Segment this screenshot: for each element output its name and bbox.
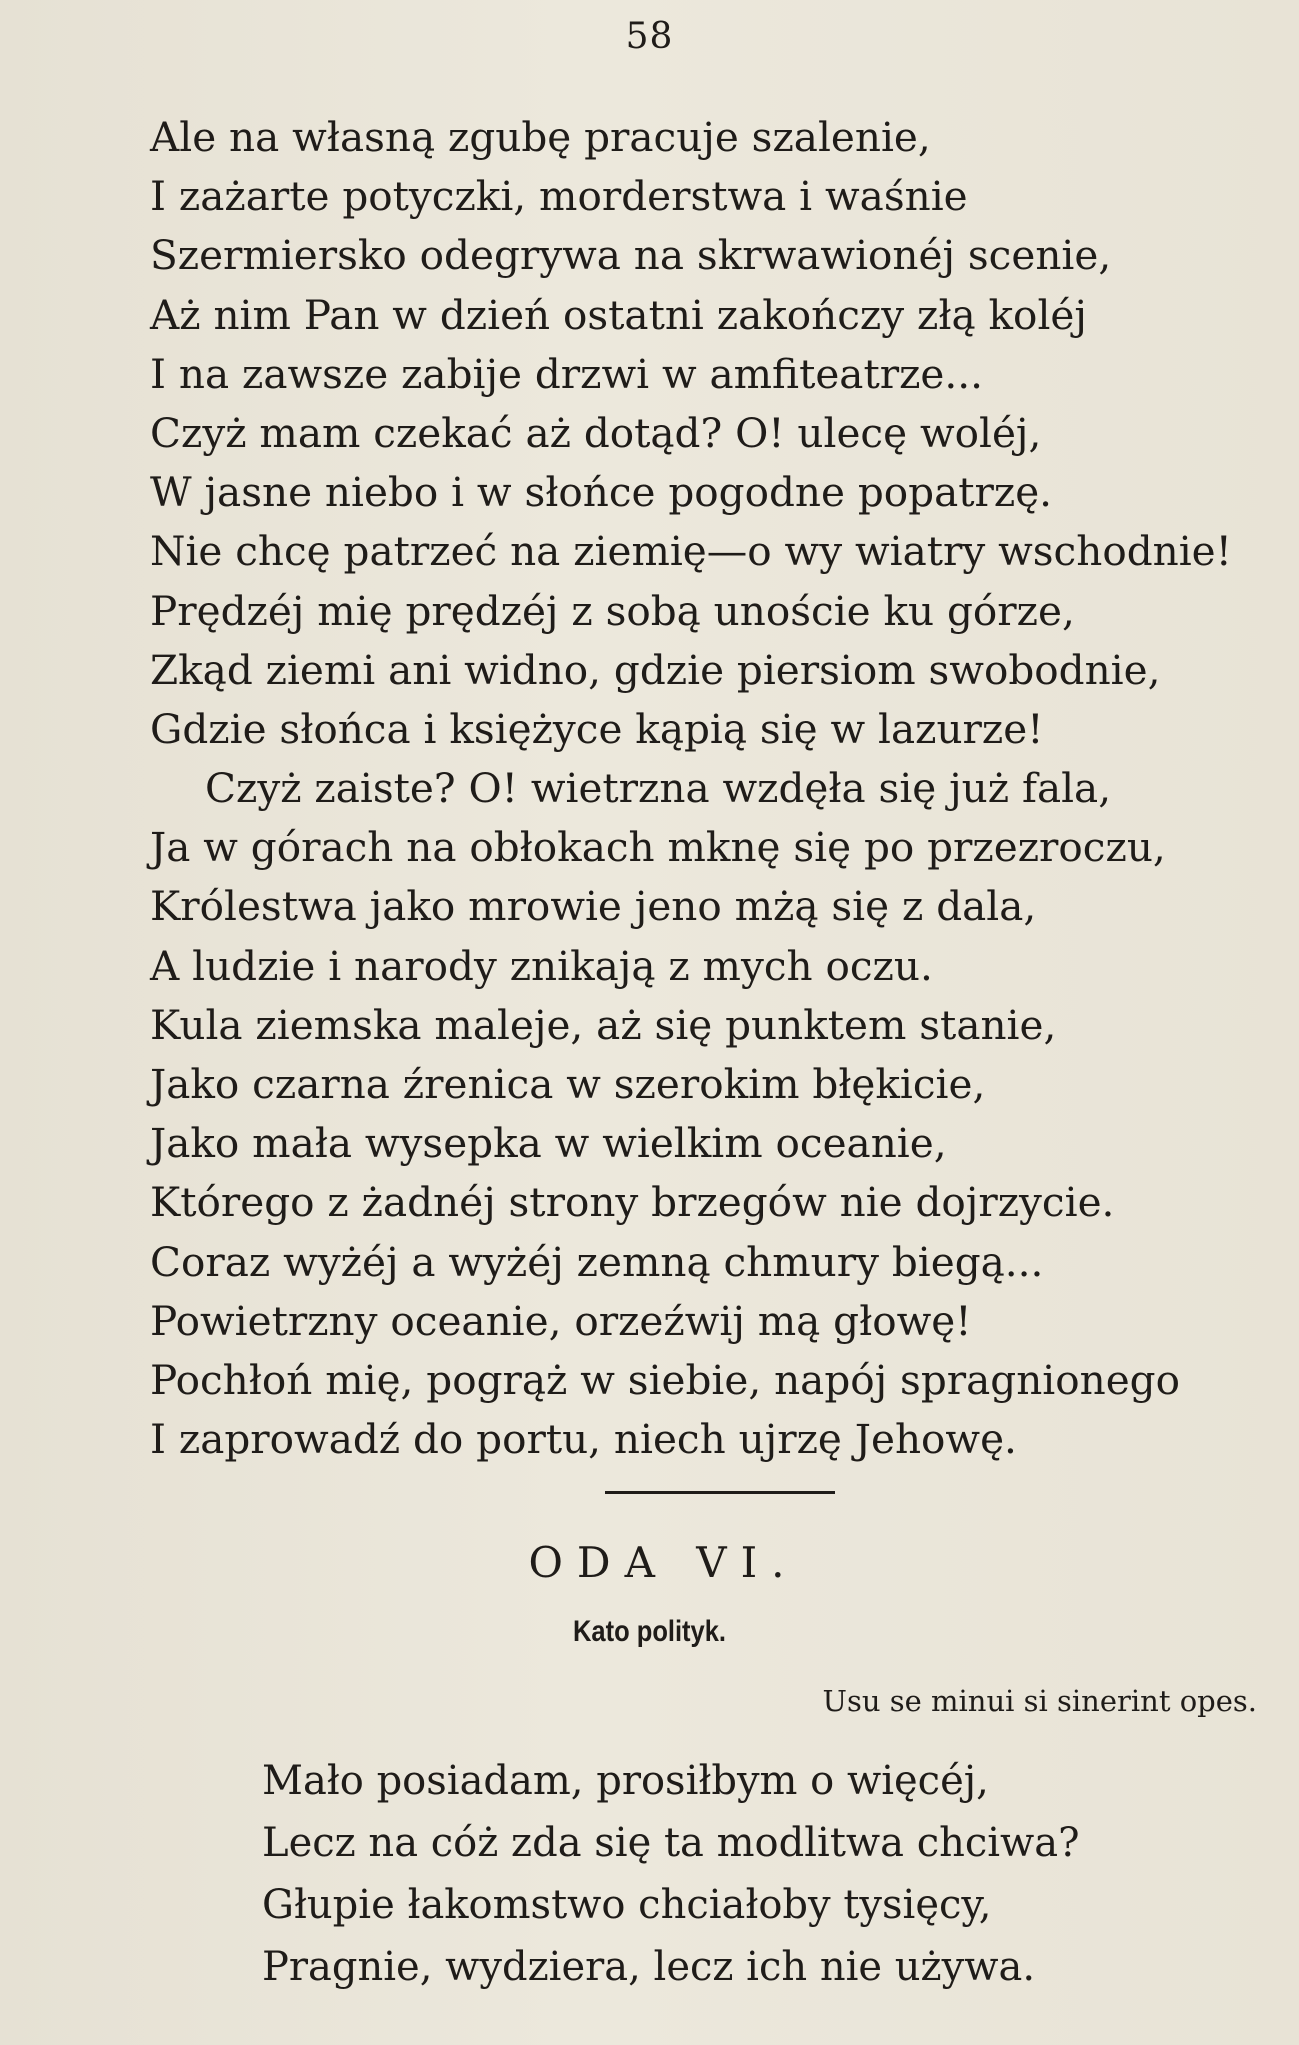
poem-continuation xyxy=(150,108,1270,1469)
poem-line: Szermiersko odegrywa na skrwawionéj scenie, xyxy=(150,231,1112,280)
poem-line: Jako czarna źrenica w szerokim błękicie, xyxy=(150,1060,986,1108)
poem-line: Gdzie słońca i księżyce kąpią się w lazurze! xyxy=(150,704,1044,753)
poem-line: Nie chcę patrzeć na ziemię—o wy wiatry wschodnie! xyxy=(150,527,1232,576)
poem-line: Ale na własną zgubę pracuje szalenie, xyxy=(150,113,931,161)
poem-line-indented: Czyż zaiste? O! wietrzna wzdęła się już fala, xyxy=(205,764,1112,813)
ode-line: Mało posiadam, prosiłbym o więcéj, xyxy=(262,1758,989,1804)
poem-line: Pochłoń mię, pogrąż w siebie, napój spragnionego xyxy=(150,1355,1180,1404)
poem-line: Czyż mam czekać aż dotąd? O! ulecę woléj, xyxy=(150,408,1042,457)
ode-line: Głupie łakomstwo chciałoby tysięcy, xyxy=(262,1882,992,1928)
poem-line: Powietrzny oceanie, orzeźwij mą głowę! xyxy=(150,1296,972,1345)
poem-line: I zażarte potyczki, morderstwa i waśnie xyxy=(150,172,968,221)
poem-line: W jasne niebo i w słońce pogodne popatrzę. xyxy=(150,468,1053,517)
ode-line: Pragnie, wydziera, lecz ich nie używa. xyxy=(262,1944,1036,1990)
epigraph: Usu se minui si sinerint opes. xyxy=(822,1684,1257,1718)
ode-title: ODA VI. xyxy=(528,1538,799,1587)
ode-subtitle: Kato polityk. xyxy=(572,1615,726,1648)
poem-line: Którego z żadnéj strony brzegów nie dojrzycie. xyxy=(150,1178,1115,1227)
poem-line: I na zawsze zabije drzwi w amfiteatrze... xyxy=(150,349,984,398)
poem-line: Aż nim Pan w dzień ostatni zakończy złą koléj xyxy=(150,290,1087,339)
poem-line: Prędzéj mię prędzéj z sobą unoście ku górze, xyxy=(150,586,1075,635)
poem-line: I zaprowadź do portu, niech ujrzę Jehowę. xyxy=(150,1415,1017,1464)
poem-line: Coraz wyżéj a wyżéj zemną chmury biegą... xyxy=(150,1237,1044,1286)
ode-line: Lecz na cóż zda się ta modlitwa chciwa? xyxy=(262,1820,1080,1866)
poem-line: Ja w górach na obłokach mknę się po przezroczu, xyxy=(150,823,1166,872)
poem-line: Kula ziemska maleje, aż się punktem stanie, xyxy=(150,1000,1057,1049)
poem-line: Jako mała wysepka w wielkim oceanie, xyxy=(150,1119,947,1168)
section-divider xyxy=(605,1491,835,1494)
poem-line: Królestwa jako mrowie jeno mżą się z dala, xyxy=(150,882,1037,931)
poem-line: A ludzie i narody znikają z mych oczu. xyxy=(150,941,933,990)
page-number: 58 xyxy=(625,16,674,57)
ode-stanza xyxy=(262,1750,1262,1998)
poem-line: Zkąd ziemi ani widno, gdzie piersiom swobodnie, xyxy=(150,645,1161,694)
